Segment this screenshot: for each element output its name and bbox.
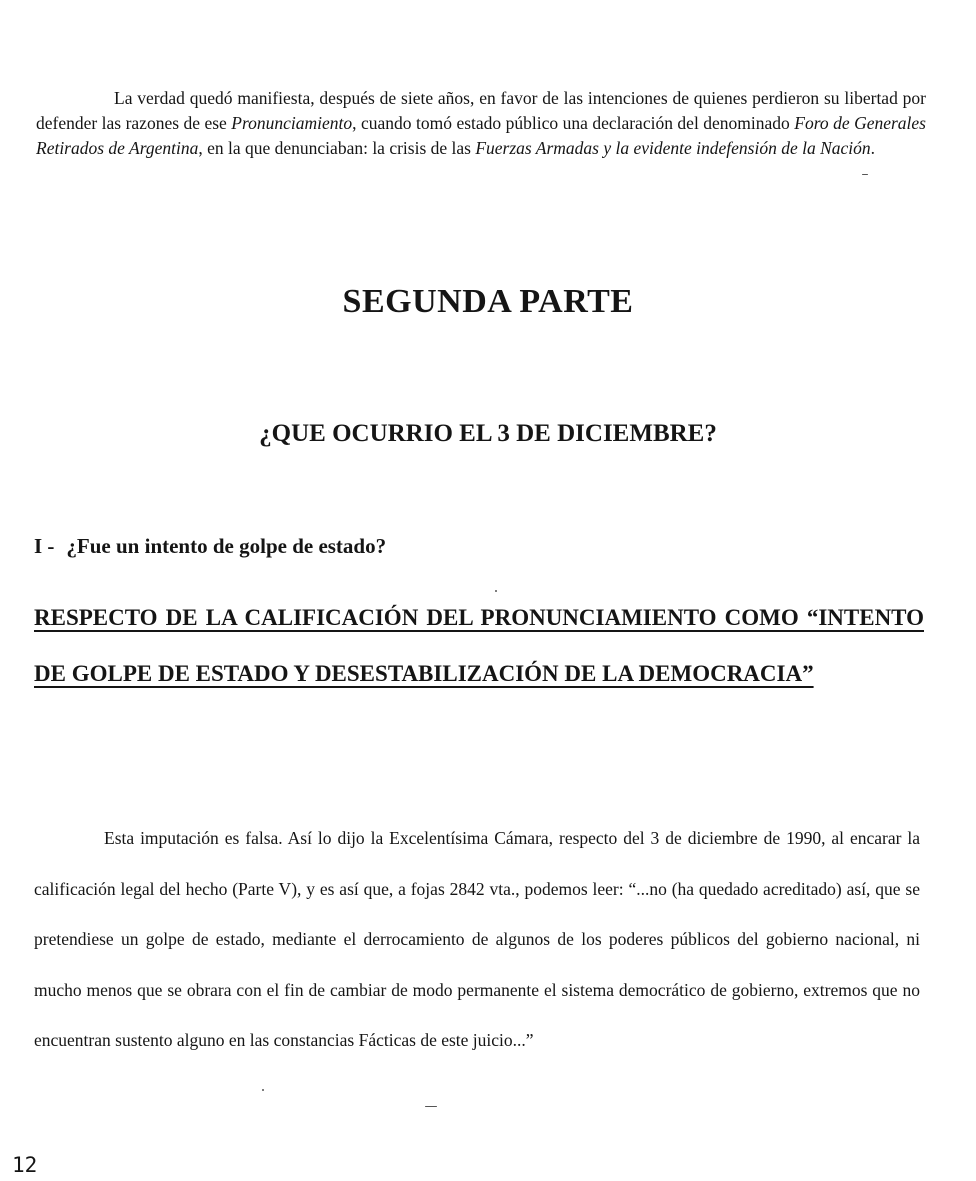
part-title: SEGUNDA PARTE [342, 283, 634, 320]
section-heading-text: ¿Fue un intento de golpe de estado? [66, 534, 387, 558]
intro-text-4: . [870, 138, 876, 158]
intro-italic-pronunciamiento: Pronunciamiento [231, 113, 353, 133]
section-caption: RESPECTO DE LA CALIFICACIÓN DEL PRONUNCIAMIENTO COMO “INTENTO DE GOLPE DE ESTADO Y DESESTABILIZACIÓN DE LA DEMOCRACIA” [34, 605, 924, 686]
section-heading [34, 534, 386, 559]
page-number: 12 [12, 1153, 38, 1177]
intro-text-3: , en la que denunciaban: la crisis de las [198, 138, 476, 158]
body-paragraph: Esta imputación es falsa. Así lo dijo la Excelentísima Cámara, respecto del 3 de diciembre de 1990, al encarar la calificación legal del hecho (Parte V), y es así que, a fojas 2842 vta., podemos leer: “...no (ha quedado acreditado) así, que se pretendiese un golpe de estado, mediante el derrocamiento de algunos de los poderes públicos del gobierno nacional, ni mucho menos que se obrara con el fin de cambiar de modo permanente el sistema democrático de gobierno, extremos que no encuentran sustento alguno en las constancias Fácticas de este juicio...” [34, 828, 920, 1050]
question-heading: ¿QUE OCURRIO EL 3 DE DICIEMBRE? [259, 420, 717, 447]
scan-speck [262, 1089, 264, 1091]
intro-italic-fuerzas: Fuerzas Armadas y la evidente indefensión de la Nación [475, 138, 871, 158]
intro-paragraph [36, 86, 926, 161]
intro-text-1: La verdad quedó manifiesta, después de siete años, en favor de las intenciones de quienes perdieron su libertad por defender las razones de ese [36, 88, 926, 133]
scan-speck [425, 1106, 437, 1107]
scan-speck [495, 590, 497, 592]
scan-speck [862, 174, 868, 175]
intro-text-2: , cuando tomó estado público una declaración del denominado [352, 113, 795, 133]
section-number: I - [34, 534, 55, 558]
intro-italic-foro: Foro de Generales Retirados de Argentina [36, 113, 926, 158]
